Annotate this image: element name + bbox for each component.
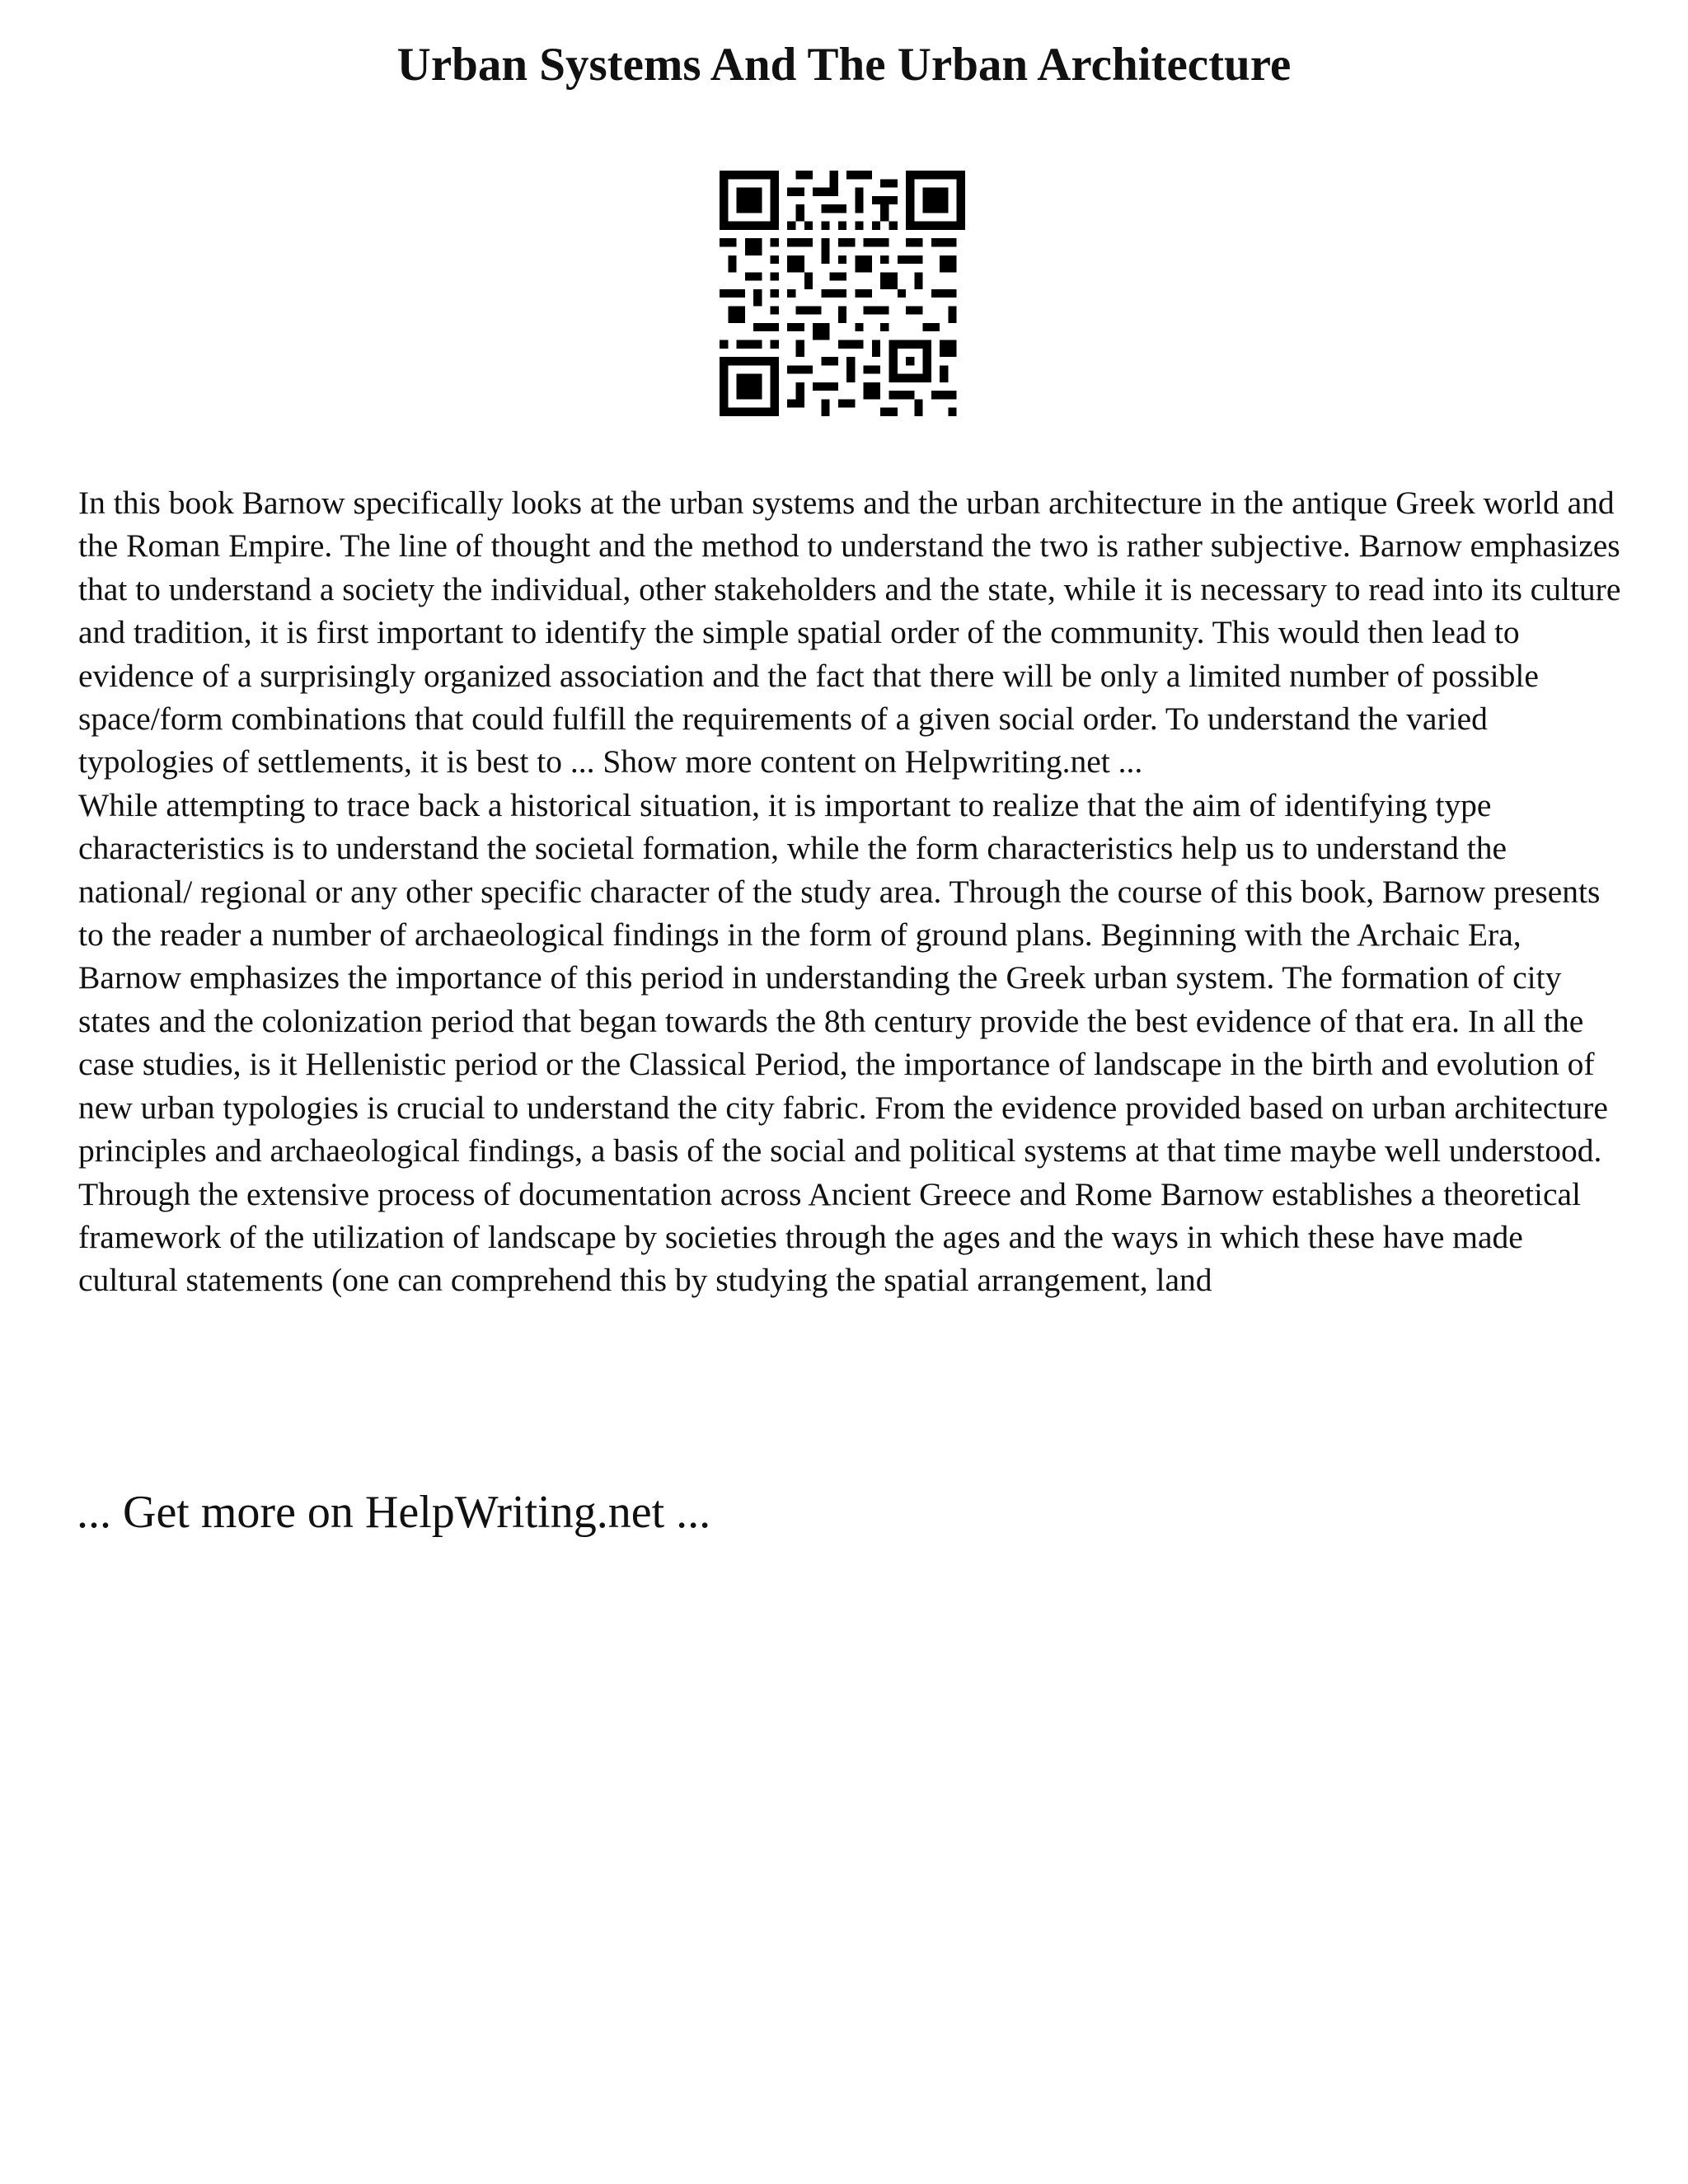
paragraph: In this book Barnow specifically looks at the urban systems and the urban architecture in the antique Greek world and the Roman Empire. The line of thought and the method to understand the two is rather subjective. Barnow emphasizes that to understand a society the individual, other stakeholders and the state, while it is necessary to read into its culture and tradition, it is first important to identify the simple spatial order of the community. This would then lead to evidence of a surprisingly organized association and the fact that there will be only a limited number of possible space/form combinations that could fulfill the requirements of a given social order. To understand the varied typologies of settlements, it is best to ... Show more content on Helpwriting.net ... <box>78 485 1621 780</box>
paragraph: While attempting to trace back a historical situation, it is important to realize that the aim of identifying type characteristics is to understand the societal formation, while the form characteristics help us to understand the national/ regional or any other specific character of the study area. Through the course of this book, Barnow presents to the reader a number of archaeological findings in the form of ground plans. Beginning with the Archaic Era, Barnow emphasizes the importance of this period in understanding the Greek urban system. The formation of city states and the colonization period that began towards the 8th century provide the best evidence of that era. In all the case studies, is it Hellenistic period or the Classical Period, the importance of landscape in the birth and evolution of new urban typologies is crucial to understand the city fabric. From the evidence provided based on urban architecture principles and archaeological findings, a basis of the social and political systems at that time maybe well understood. Through the extensive process of documentation across Ancient Greece and Rome Barnow establishes a theoretical framework of the utilization of landscape by societies through the ages and the ways in which these have made cultural statements (one can comprehend this by studying the spatial arrangement, land <box>78 786 1608 1299</box>
qr-code-icon <box>720 171 965 416</box>
document-body <box>78 481 1628 1302</box>
document-title: Urban Systems And The Urban Architecture <box>396 39 1292 91</box>
get-more-link[interactable]: ... Get more on HelpWriting.net ... <box>77 1487 711 1538</box>
